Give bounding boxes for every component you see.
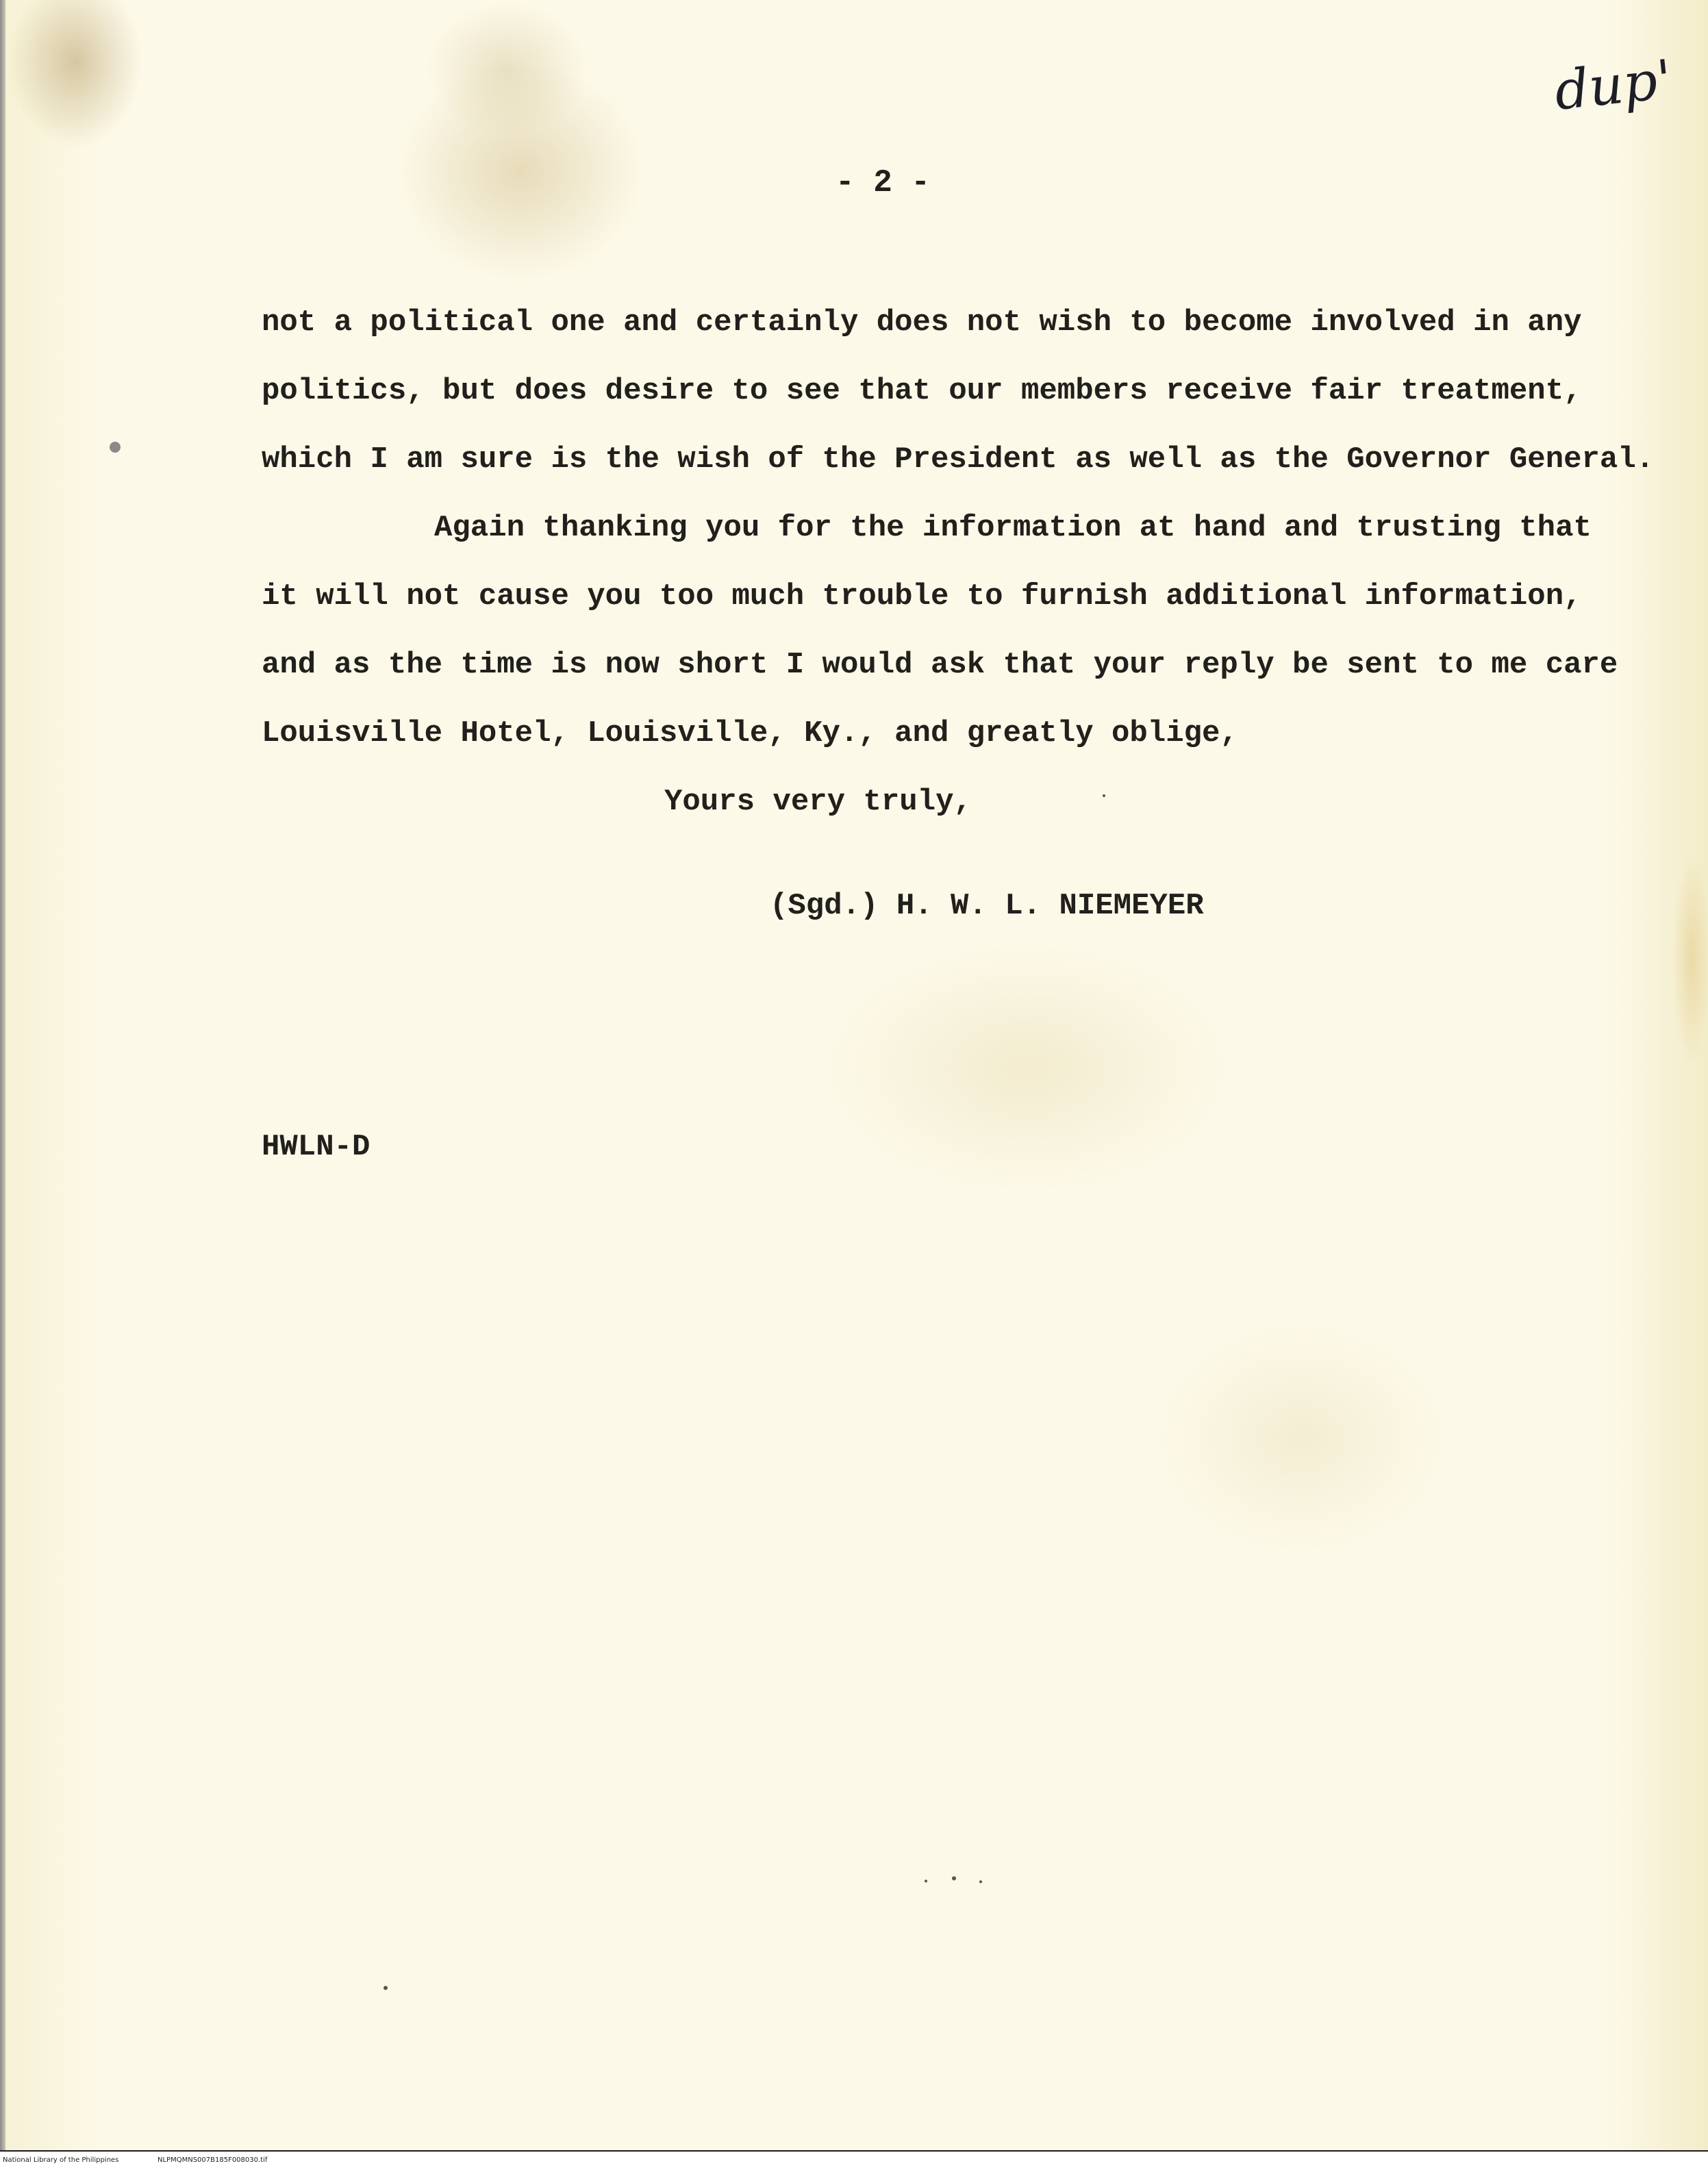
page-number: - 2 - bbox=[836, 165, 931, 201]
scan-footer bbox=[0, 2150, 1708, 2168]
body-line: and as the time is now short I would ask that your reply be sent to me care bbox=[262, 648, 1618, 682]
scan-left-edge bbox=[0, 0, 5, 2150]
scan-speck bbox=[1103, 794, 1105, 797]
handwritten-annotation: dup' bbox=[1551, 49, 1675, 123]
body-line: not a political one and certainly does not wish to become involved in any bbox=[262, 305, 1582, 340]
reference-initials: HWLN-D bbox=[262, 1130, 371, 1164]
scan-speck bbox=[384, 1986, 388, 1990]
closing: Yours very truly, bbox=[664, 785, 972, 819]
scan-footer-library: National Library of the Philippines bbox=[3, 2156, 119, 2164]
scan-speck bbox=[952, 1876, 956, 1880]
body-line: politics, but does desire to see that our members receive fair treatment, bbox=[262, 374, 1582, 408]
body-line: Again thanking you for the information at hand and trusting that bbox=[434, 511, 1592, 545]
scan-footer-file-id: NLPMQMNS007B185F008030.tif bbox=[158, 2156, 268, 2164]
body-line: Louisville Hotel, Louisville, Ky., and greatly oblige, bbox=[262, 716, 1238, 751]
body-line: it will not cause you too much trouble to furnish additional information, bbox=[262, 579, 1582, 614]
scan-speck bbox=[979, 1880, 982, 1883]
scan-speck bbox=[110, 442, 121, 453]
body-line: which I am sure is the wish of the President as well as the Governor General. bbox=[262, 442, 1655, 477]
signature: (Sgd.) H. W. L. NIEMEYER bbox=[770, 889, 1204, 923]
scan-speck bbox=[925, 1880, 927, 1882]
